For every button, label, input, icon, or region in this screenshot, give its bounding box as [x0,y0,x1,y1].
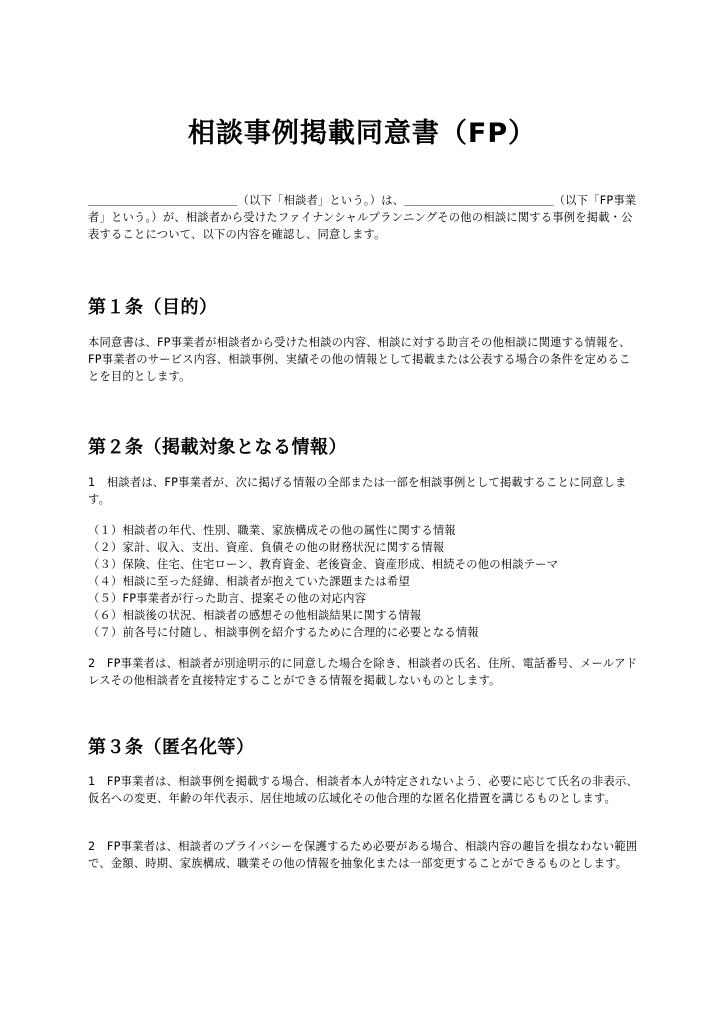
list-item: （５）FP事業者が行った助言、提案その他の対応内容 [88,592,367,605]
article2-item-list [88,522,640,641]
document-title: 相談事例掲載同意書（FP） [187,118,537,149]
article2-list-container [88,522,640,641]
list-item: （４）相談に至った経緯、相談者が抱えていた課題または希望 [88,575,410,588]
list-item: （６）相談後の状況、相談者の感想その他相談結果に関する情報 [88,609,422,622]
article2-clause-2: 2 FP事業者は、相談者が別途明示的に同意した場合を除き、相談者の氏名、住所、電話番号、メールアドレスその他相談者を直接特定することができる情報を掲載しないものとします。 [88,657,638,687]
article2-section [88,474,640,508]
list-item: （７）前各号に付随し、相談事例を紹介するために合理的に必要となる情報 [88,626,479,639]
article1-section [88,334,640,385]
article2-heading: 第２条（掲載対象となる情報） [88,437,347,458]
article2-clause-2-container [88,655,640,689]
article1-heading: 第１条（目的） [88,297,218,318]
article1-body: 本同意書は、FP事業者が相談者から受けた相談の内容、相談に対する助言その他相談に関連する情報を、FP事業者のサービス内容、相談事例、実績その他の情報として掲載または公表する場合の条件を定めることを目的とします。 [88,336,631,383]
article3-clause-2-container [88,838,640,872]
article3-clause-1: 1 FP事業者は、相談事例を掲載する場合、相談者本人が特定されないよう、必要に応じて氏名の非表示、仮名への変更、年齢の年代表示、居住地域の広域化その他合理的な匿名化措置を講じるものとします。 [88,775,638,805]
list-item: （３）保険、住宅、住宅ローン、教育資金、老後資金、資産形成、相続その他の相談テーマ [88,558,559,571]
list-item: （２）家計、収入、支出、資産、負債その他の財務状況に関する情報 [88,541,445,554]
article2-clause-1: 1 相談者は、FP事業者が、次に掲げる情報の全部または一部を相談事例として掲載することに同意します。 [88,476,627,506]
list-item: （１）相談者の年代、性別、職業、家族構成その他の属性に関する情報 [88,524,456,537]
article3-section [88,773,640,807]
intro-paragraph: ＿＿＿＿＿＿＿＿＿＿＿＿＿（以下「相談者」という。）は、＿＿＿＿＿＿＿＿＿＿＿＿＿（以下「FP事業者」という。）が、相談者から受けたファイナンシャルプランニングその他の相談に関する事例を掲載・公表することについて、以下の内容を確認し、同意します。 [88,194,637,241]
article3-clause-2: 2 FP事業者は、相談者のプライバシーを保護するため必要がある場合、相談内容の趣旨を損なわない範囲で、金額、時期、家族構成、職業その他の情報を抽象化または一部変更することができるものとします。 [88,840,638,870]
article3-heading: 第３条（匿名化等） [88,737,255,758]
